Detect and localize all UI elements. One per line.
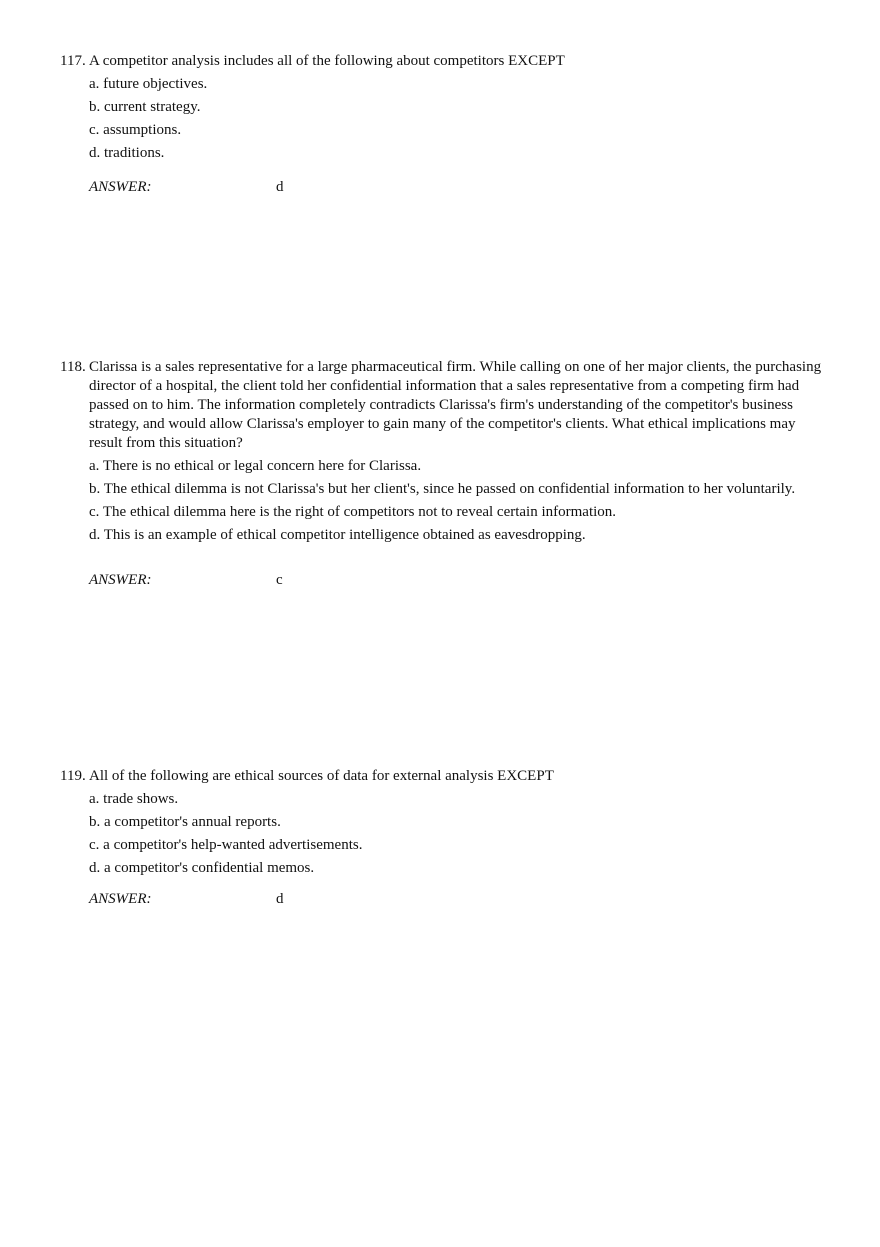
option-c: c. The ethical dilemma here is the right of competitors not to reveal certain information. (89, 504, 617, 520)
option-c: c. a competitor's help-wanted advertisements. (89, 837, 363, 853)
answer-row (60, 572, 825, 592)
option-b: b. current strategy. (89, 99, 201, 115)
answer-label: ANSWER: (89, 891, 152, 907)
answer-label: ANSWER: (89, 179, 152, 195)
question-stem (60, 358, 825, 453)
question-text: Clarissa is a sales representative for a large pharmaceutical firm. While calling on one of her major clients, the purchasing director of a hospital, the client told her confidential information that a sales representative from a competing firm had passed on to him. The information completely contradicts Clarissa's firm's understanding of the competitor's business strategy, and would allow Clarissa's employer to gain many of the competitor's clients. What ethical implications may result from this situation? (89, 359, 822, 451)
answer-options (60, 75, 825, 163)
answer-label: ANSWER: (89, 572, 152, 588)
question-119 (60, 767, 825, 911)
question-number: 117. (60, 53, 86, 69)
option-b: b. a competitor's annual reports. (89, 814, 281, 830)
answer-options (60, 457, 825, 545)
question-stem (60, 767, 825, 786)
question-stem (60, 52, 825, 71)
option-a: a. future objectives. (89, 76, 208, 92)
answer-value: c (276, 572, 283, 588)
option-a: a. There is no ethical or legal concern here for Clarissa. (89, 458, 422, 474)
question-number: 118. (60, 359, 86, 375)
question-117 (60, 52, 825, 199)
answer-row (60, 179, 825, 199)
question-text: All of the following are ethical sources of data for external analysis EXCEPT (89, 768, 554, 784)
option-c: c. assumptions. (89, 122, 182, 138)
question-text: A competitor analysis includes all of the following about competitors EXCEPT (89, 53, 565, 69)
option-a: a. trade shows. (89, 791, 179, 807)
answer-value: d (276, 179, 284, 195)
option-d: d. traditions. (89, 145, 165, 161)
option-b: b. The ethical dilemma is not Clarissa's but her client's, since he passed on confidential information to her voluntarily. (89, 481, 796, 497)
answer-options (60, 790, 825, 878)
answer-row (60, 891, 825, 911)
question-118 (60, 358, 825, 592)
question-number: 119. (60, 768, 86, 784)
option-d: d. a competitor's confidential memos. (89, 860, 315, 876)
option-d: d. This is an example of ethical competitor intelligence obtained as eavesdropping. (89, 527, 586, 543)
answer-value: d (276, 891, 284, 907)
